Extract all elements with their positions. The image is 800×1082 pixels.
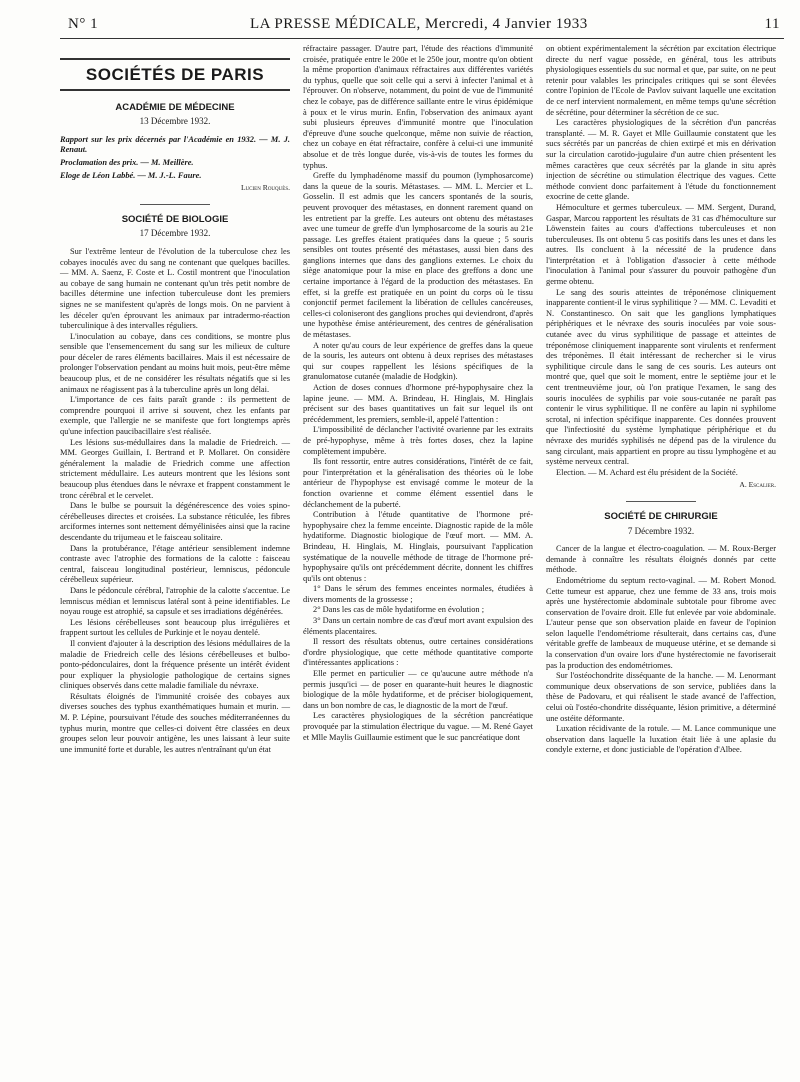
paragraph: Ils font ressortir, entre autres considérations, l'intérêt de ce fait, pour l'interprétation et la généralisation des théories où le lobe antérieur de l'hypophyse est envisagé comme le moteur de la fonction ovarienne et comme élément essentiel dans le déclanchement de la puberté. xyxy=(303,457,533,509)
academie-title: ACADÉMIE DE MÉDECINE xyxy=(115,101,235,113)
paragraph: Les lésions sus-médullaires dans la maladie de Friedreich. — MM. Georges Guillain, I. Bertrand et P. Mollaret. On considère généralement la maladie de Friedrich comme une affection strictement médullaire. Les auteurs montrent que les lésions sont beaucoup plus étendues dans le névraxe et frappent constamment le tronc cérébral et le cervelet. xyxy=(60,437,290,500)
column-1 xyxy=(60,52,290,755)
paragraph: 2° Dans les cas de môle hydatiforme en évolution ; xyxy=(313,605,485,615)
paragraph: Election. — M. Achard est élu président de la Société. xyxy=(556,467,738,477)
page-number: 11 xyxy=(764,16,780,32)
paragraph: Greffe du lymphadénome massif du poumon (lymphosarcome) dans la queue de la souris. Métastases. — MM. L. Mercier et L. Gosselin. Il est admis que les cancers spontanés de la souris, peuvent provoquer des métastases, en donnent rarement quand on les entretient par la greffe. Les auteurs ont obtenu des métastases avec une tumeur de greffe d'un lymphosarcome de la souris au 21e passage. Les greffes étaient pratiquées dans la queue ; 5 souris sensibles ont toutes présenté des métastases, aussi bien dans des ganglions internes que dans des ganglions externes. Le choix du siège anatomique pour la mise en place des greffons a donc une certaine importance à l'égard de la production des métastases. En effet, si la greffe est pratiquée en un point du corps où le tissu conjonctif permet facilement la libération de cellules cancéreuses, celles-ci coloniseront des ganglions proches qui deviendront, d'après une hypothèse émise antérieurement, des centres de généralisation de métastases. xyxy=(303,171,533,340)
header-rule xyxy=(60,38,784,39)
page-header xyxy=(60,12,784,38)
paragraph: L'importance de ces faits paraît grande : ils permettent de comprendre pourquoi il arrive si souvent, chez les enfants par exemple, que l'allergie ne se manifeste que fort longtemps après qu'une infection paucibacillaire s'est réalisée. xyxy=(60,395,290,437)
academie-item-3: Eloge de Léon Labbé. — M. J.-L. Faure. xyxy=(60,170,202,180)
paragraph: Les lésions cérébelleuses sont beaucoup plus irrégulières et frappent surtout les cellules de Purkinje et le noyau dentelé. xyxy=(60,617,290,638)
issue-number: N° 1 xyxy=(68,16,99,32)
main-title: SOCIÉTÉS DE PARIS xyxy=(60,58,290,91)
paragraph: Dans le bulbe se poursuit la dégénérescence des voies spino-cérébelleuses directes et croisées. La substance réticulée, les fibres arciformes internes sont nettement démyélinisées ainsi que la racine descendante du trijumeau et le faisceau solitaire. xyxy=(60,501,290,542)
paragraph: 3° Dans un certain nombre de cas d'œuf mort avant expulsion des éléments placentaires. xyxy=(303,616,533,636)
academie-date: 13 Décembre 1932. xyxy=(139,116,211,127)
paragraph: Luxation récidivante de la rotule. — M. Lance communique une observation dans laquelle la luxation était liée à une aplasie du condyle externe, et donc justiciable de l'opération d'Albee. xyxy=(546,724,776,755)
paragraph: A noter qu'au cours de leur expérience de greffes dans la queue de la souris, les auteurs ont obtenu à deux reprises des métastases qui sur coupes rappellent les lésions spécifiques de la granulomatose cutanée (maladie de Hodgkin). xyxy=(303,340,533,382)
paragraph: Contribution à l'étude quantitative de l'hormone pré-hypophysaire chez la femme enceinte. Diagnostic rapide de la môle hydatiforme. Diagnostic biologique de l'œuf mort. — MM. A. Brindeau, H. Hinglais, M. Hinglais, poursuivant l'application systématique de la nouvelle méthode de titrage de l'hormone pré-hypophysaire qu'ils ont précédemment décrite, donnent les chiffres qu'ils ont obtenus : xyxy=(303,510,533,583)
paragraph: Cancer de la langue et électro-coagulation. — M. Roux-Berger demande à connaître les résultats éloignés donnés par cette méthode. xyxy=(546,544,776,575)
paragraph: Il ressort des résultats obtenus, outre certaines considérations d'ordre physiologique, que cette méthode quantitative comporte d'intéressantes applications : xyxy=(303,637,533,668)
paragraph: L'inoculation au cobaye, dans ces conditions, se montre plus sensible que l'ensemencement du sang sur les milieux de culture pour déceler de rares éléments bacillaires. Mais il est nécessaire de prolonger l'observation pendant au moins huit mois, peut-être même beaucoup plus, et de ne considérer les résultats négatifs que si les animaux ne réagissent pas à la tuberculine après un long délai. xyxy=(60,331,290,394)
paragraph: Il convient d'ajouter à la description des lésions médullaires de la maladie de Friedreich celle des lésions cérébelleuses et bulbo-ponto-pédonculaires, dont la fréquence présente un intérêt évident pour expliquer la physiologie pathologique de certains signes cliniques observés dans cette maladie familiale du névraxe. xyxy=(60,638,290,691)
paragraph: Hémoculture et germes tuberculeux. — MM. Sergent, Durand, Gaspar, Marcou rapportent les résultats de 31 cas d'hémoculture sur Löwenstein faites au cours d'affections tuberculeuses et non tuberculeuses. Ils ont obtenu 5 cas positifs dans les unes et dans les autres. Ils concluent à la nécessité de la prudence dans l'interprétation et à l'obligation d'associer à cette méthode l'inoculation à l'animal pour s'assurer du pouvoir pathogène d'un germe obtenu. xyxy=(546,202,776,287)
academie-item-1: Rapport sur les prix décernés par l'Académie en 1932. — M. J. Renaut. xyxy=(60,134,290,155)
paragraph: Sur l'ostéochondrite disséquante de la hanche. — M. Lenormant communique deux observations de son service, publiées dans la thèse de Padovaru, et qui réalisent le stade avancé de l'affection, celui où l'ostéo-chondrite disséquante, lésion primitive, a déterminé une ostéite déformante. xyxy=(546,671,776,723)
paragraph: Dans le pédoncule cérébral, l'atrophie de la calotte s'accentue. Le lemniscus médian et lemniscus latéral sont à peine identifiables. Le noyau rouge est atrophié, sa capsule et ses irradiations dégénérées. xyxy=(60,585,290,617)
paragraph: Endométriome du septum recto-vaginal. — M. Robert Monod. Cette tumeur est apparue, chez une femme de 33 ans, trois mois après une hystérectomie abdominale subtotale pour fibrome avec conservation de l'ovaire droit. Elle fut enlevée par voie abdominale. L'auteur pense que son observation plaide en faveur de l'opinion selon laquelle l'endométriome résulterait, dans certains cas, d'une véritable greffe de lambeaux de muqueuse utérine, et se demande si la conservation d'un ovaire lors d'une hystérectomie ne favoriserait pas la production des endométriomes. xyxy=(546,575,776,670)
paragraph: 1° Dans le sérum des femmes enceintes normales, étudiées à divers moments de la grossesse ; xyxy=(303,584,533,604)
journal-title: LA PRESSE MÉDICALE, Mercredi, 4 Janvier 1933 xyxy=(250,16,588,32)
biologie-title: SOCIÉTÉ DE BIOLOGIE xyxy=(121,213,229,225)
biologie-signature: A. Escalier. xyxy=(739,480,776,490)
biologie-date: 17 Décembre 1932. xyxy=(139,228,211,239)
paragraph: Les caractères physiologiques de la sécrétion pancréatique provoquée par la stimulation électrique du vague. — M. René Gayet et Mlle Maylis Guillaumie estiment que le suc pancréatique dont xyxy=(303,711,533,742)
paragraph: Résultats éloignés de l'immunité croisée des cobayes aux diverses souches des typhus exanthématiques humain et murin. — M. P. Lépine, poursuivant l'étude des souches méditerranéennes du typhus murin, montre que celles-ci doivent être classées en deux groupes selon leur pouvoir antigène, les unes laissant à leur suite une immunité forte et durable, les autres n'entraînant qu'un état xyxy=(60,691,290,754)
chirurgie-title: SOCIÉTÉ DE CHIRURGIE xyxy=(604,510,718,522)
paragraph: Elle permet en particulier — ce qu'aucune autre méthode n'a permis jusqu'ici — de poser en quarante-huit heures le diagnostic biologique de la môle hydatiforme, et de préciser biologiquement, dans un bon nombre de cas, le diagnostic de la mort de l'œuf. xyxy=(303,669,533,710)
column-2 xyxy=(303,44,533,743)
paragraph: Sur l'extrême lenteur de l'évolution de la tuberculose chez les cobayes inoculés avec du sang ne contenant que quelques bacilles. — MM. A. Saenz, F. Coste et L. Costil montrent que l'inoculation au cobaye de sang humain ne contenant qu'un très petit nombre de bacilles détermine une infection tuberculeuse dont les premiers signes ne se manifestent qu'après de longs mois. On ne parvient à les déceler qu'en éprouvant les animaux par intradermo-réaction tuberculinique à des intervalles réguliers. xyxy=(60,246,290,331)
paragraph: Action de doses connues d'hormone pré-hypophysaire chez la lapine jeune. — MM. A. Brindeau, H. Hinglais, M. Hinglais précisent sur des bases quantitatives un fait sur lequel ils ont précédemment, les premiers, semble-il, appelé l'attention : xyxy=(303,383,533,424)
paragraph: Le sang des souris atteintes de tréponémose cliniquement inapparente contient-il le virus syphilitique ? — MM. C. Levaditi et N. Constantinesco. On sait que les ganglions lymphatiques périphériques et le névraxe des souris inoculées par voie sous-cutanée avec du virus syphilitique de passage et atteintes de tréponémose cliniquement inapparente sont virulents et renferment des tréponèmes. Il était intéressant de rechercher si le virus syphilitique circule dans le sang de ces souris. Les auteurs ont montré que, quel que soit le moment, entre le septième jour et le cent trentneuvième jour, où l'on pratique l'examen, le sang des souris inoculées de syphilis par voie sous-cutanée ne paraît pas contenir le virus syphilitique. Il ne confère au lapin ni syphilome scrotal, ni infection spécifique inapparente. Ces données prouvent que l'infectiosité du système lymphatique périphérique et du névraxe des muridés syphilisés ne dépend pas de la virulence du sang circulant, mais appartient en propre au tissu lymphogène et au système nerveux central. xyxy=(546,287,776,467)
paragraph: Dans la protubérance, l'étage antérieur sensiblement indemne contraste avec l'atrophie des formations de la calotte : faisceau central, faisceau longitudinal postérieur, lemniscus, pédoncule cérébelleux supérieur. xyxy=(60,543,290,585)
paragraph: on obtient expérimentalement la sécrétion par excitation électrique directe du nerf vague possède, en général, tous les attributs physiologiques essentiels du suc normal et que, par suite, on ne peut retenir pour valables les principales critiques qui se sont élevées contre l'opinion de l'Ecole de Pavlov suivant laquelle une excitation de ce nerf intervient normalement, en même temps qu'une sécrétion de sécrétine, pour déterminer la sécrétion de ce suc. xyxy=(546,44,776,117)
divider xyxy=(140,204,210,205)
academie-signature: Lucien Rouquès. xyxy=(240,183,290,193)
newspaper-page xyxy=(60,12,784,1072)
column-3 xyxy=(546,44,776,756)
paragraph: réfractaire passager. D'autre part, l'étude des réactions d'immunité croisée, pratiquée entre le 200e et le 250e jour, montre qu'on obtient la même proportion d'animaux réfractaires aux différentes variétés du typhus, quelle que soit celle qui a servi à infecter l'animal et à l'éprouver. On n'observe, notamment, du point de vue de l'immunité chez le cobaye, pas de différence saillante entre le virus épidémique à poux et le virus murin. Enfin, l'observation des animaux ayant subi plusieurs épreuves d'immunité montre que l'inoculation d'épreuve d'une souche quelconque, même non suivie de réaction, chez un cobaye en état réfractaire, confère à celui-ci une immunité absolue et de très longue durée, vis-à-vis de toutes les formes du typhus. xyxy=(303,44,533,170)
chirurgie-date: 7 Décembre 1932. xyxy=(627,525,695,536)
divider xyxy=(626,501,696,502)
paragraph: Les caractères physiologiques de la sécrétion d'un pancréas transplanté. — M. R. Gayet et Mlle Guillaumie constatent que les sucs sécrétés par un pancréas de chien extirpé et mis en dérivation sur la circulation carotido-jugulaire d'un autre chien présentent les mêmes caractères que ceux sécrétés par la glande in situ après injection de sécrétine ou stimulation électrique des vagues. Cette méthode convient donc parfaitement à l'étude du fonctionnement exocrine de cette glande. xyxy=(546,118,776,202)
paragraph: L'impossibilité de déclancher l'activité ovarienne par les extraits de pré-hypophyse, même à très fortes doses, chez la lapine complètement impubère. xyxy=(303,425,533,456)
academie-item-2: Proclamation des prix. — M. Meillère. xyxy=(60,157,194,167)
